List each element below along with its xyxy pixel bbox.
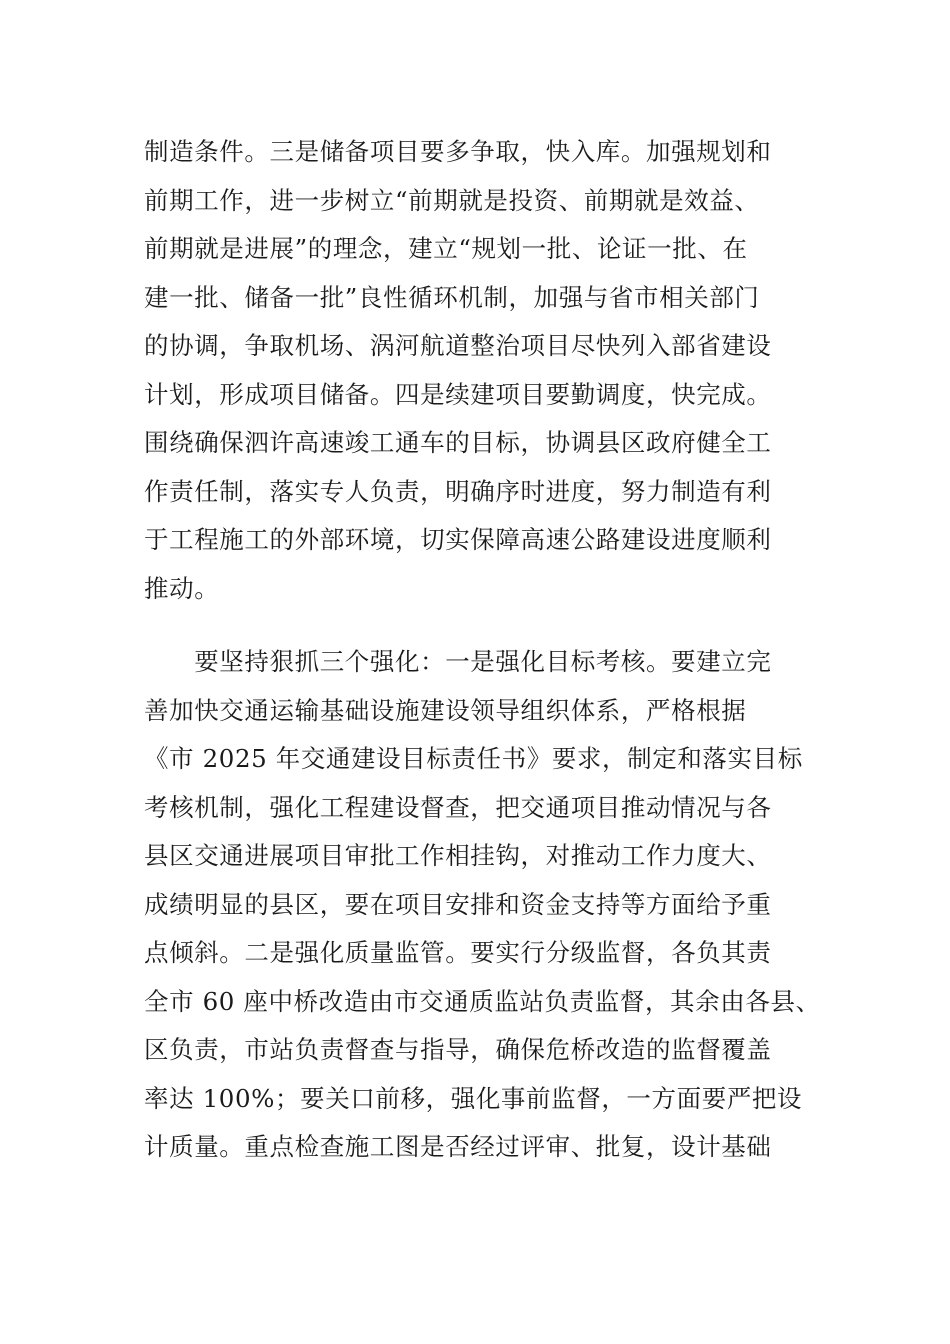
text-line: 的协调，争取机场、涡河航道整治项目尽快列入部省建设: [144, 331, 772, 360]
text-line: 区负责，市站负责督查与指导，确保危桥改造的监督覆盖: [144, 1035, 772, 1064]
text-line: 前期工作，进一步树立“前期就是投资、前期就是效益、: [144, 185, 760, 215]
paragraph-1: [144, 128, 844, 613]
text-line: 成绩明显的县区，要在项目安排和资金支持等方面给予重: [144, 889, 772, 919]
text-line: 制造条件。三是储备项目要多争取，快入库。加强规划和: [144, 137, 772, 166]
text-line: 善加快交通运输基础设施建设领导组织体系，严格根据: [144, 695, 747, 725]
text-line: 要坚持狠抓三个强化：一是强化目标考核。要建立完: [144, 647, 772, 676]
text-line: 率达 100%；要关口前移，强化事前监督，一方面要严把设: [144, 1083, 803, 1113]
text-line: 计质量。重点检查施工图是否经过评审、批复，设计基础: [144, 1132, 772, 1161]
text-line: 前期就是进展”的理念，建立“规划一批、论证一批、在: [144, 234, 748, 263]
text-line: 考核机制，强化工程建设督查，把交通项目推动情况与各: [144, 792, 772, 822]
text-line: 计划，形成项目储备。四是续建项目要勤调度，快完成。: [144, 379, 772, 409]
text-line: 建一批、储备一批”良性循环机制，加强与省市相关部门: [144, 282, 760, 312]
text-line: 作责任制，落实专人负责，明确序时进度，努力制造有利: [144, 476, 772, 506]
text-line: 点倾斜。二是强化质量监管。要实行分级监督，各负其责: [144, 938, 772, 967]
text-line: 县区交通进展项目审批工作相挂钩，对推动工作力度大、: [144, 841, 772, 870]
text-line: 围绕确保泗许高速竣工通车的目标，协调县区政府健全工: [144, 428, 772, 457]
text-line: 《市 2025 年交通建设目标责任书》要求，制定和落实目标: [144, 744, 803, 773]
text-line: 全市 60 座中桥改造由市交通质监站负责监督，其余由各县、: [144, 986, 821, 1016]
text-line: 于工程施工的外部环境，切实保障高速公路建设进度顺利: [144, 525, 772, 554]
paragraph-2: [144, 638, 844, 1172]
text-line: 推动。: [144, 573, 220, 603]
